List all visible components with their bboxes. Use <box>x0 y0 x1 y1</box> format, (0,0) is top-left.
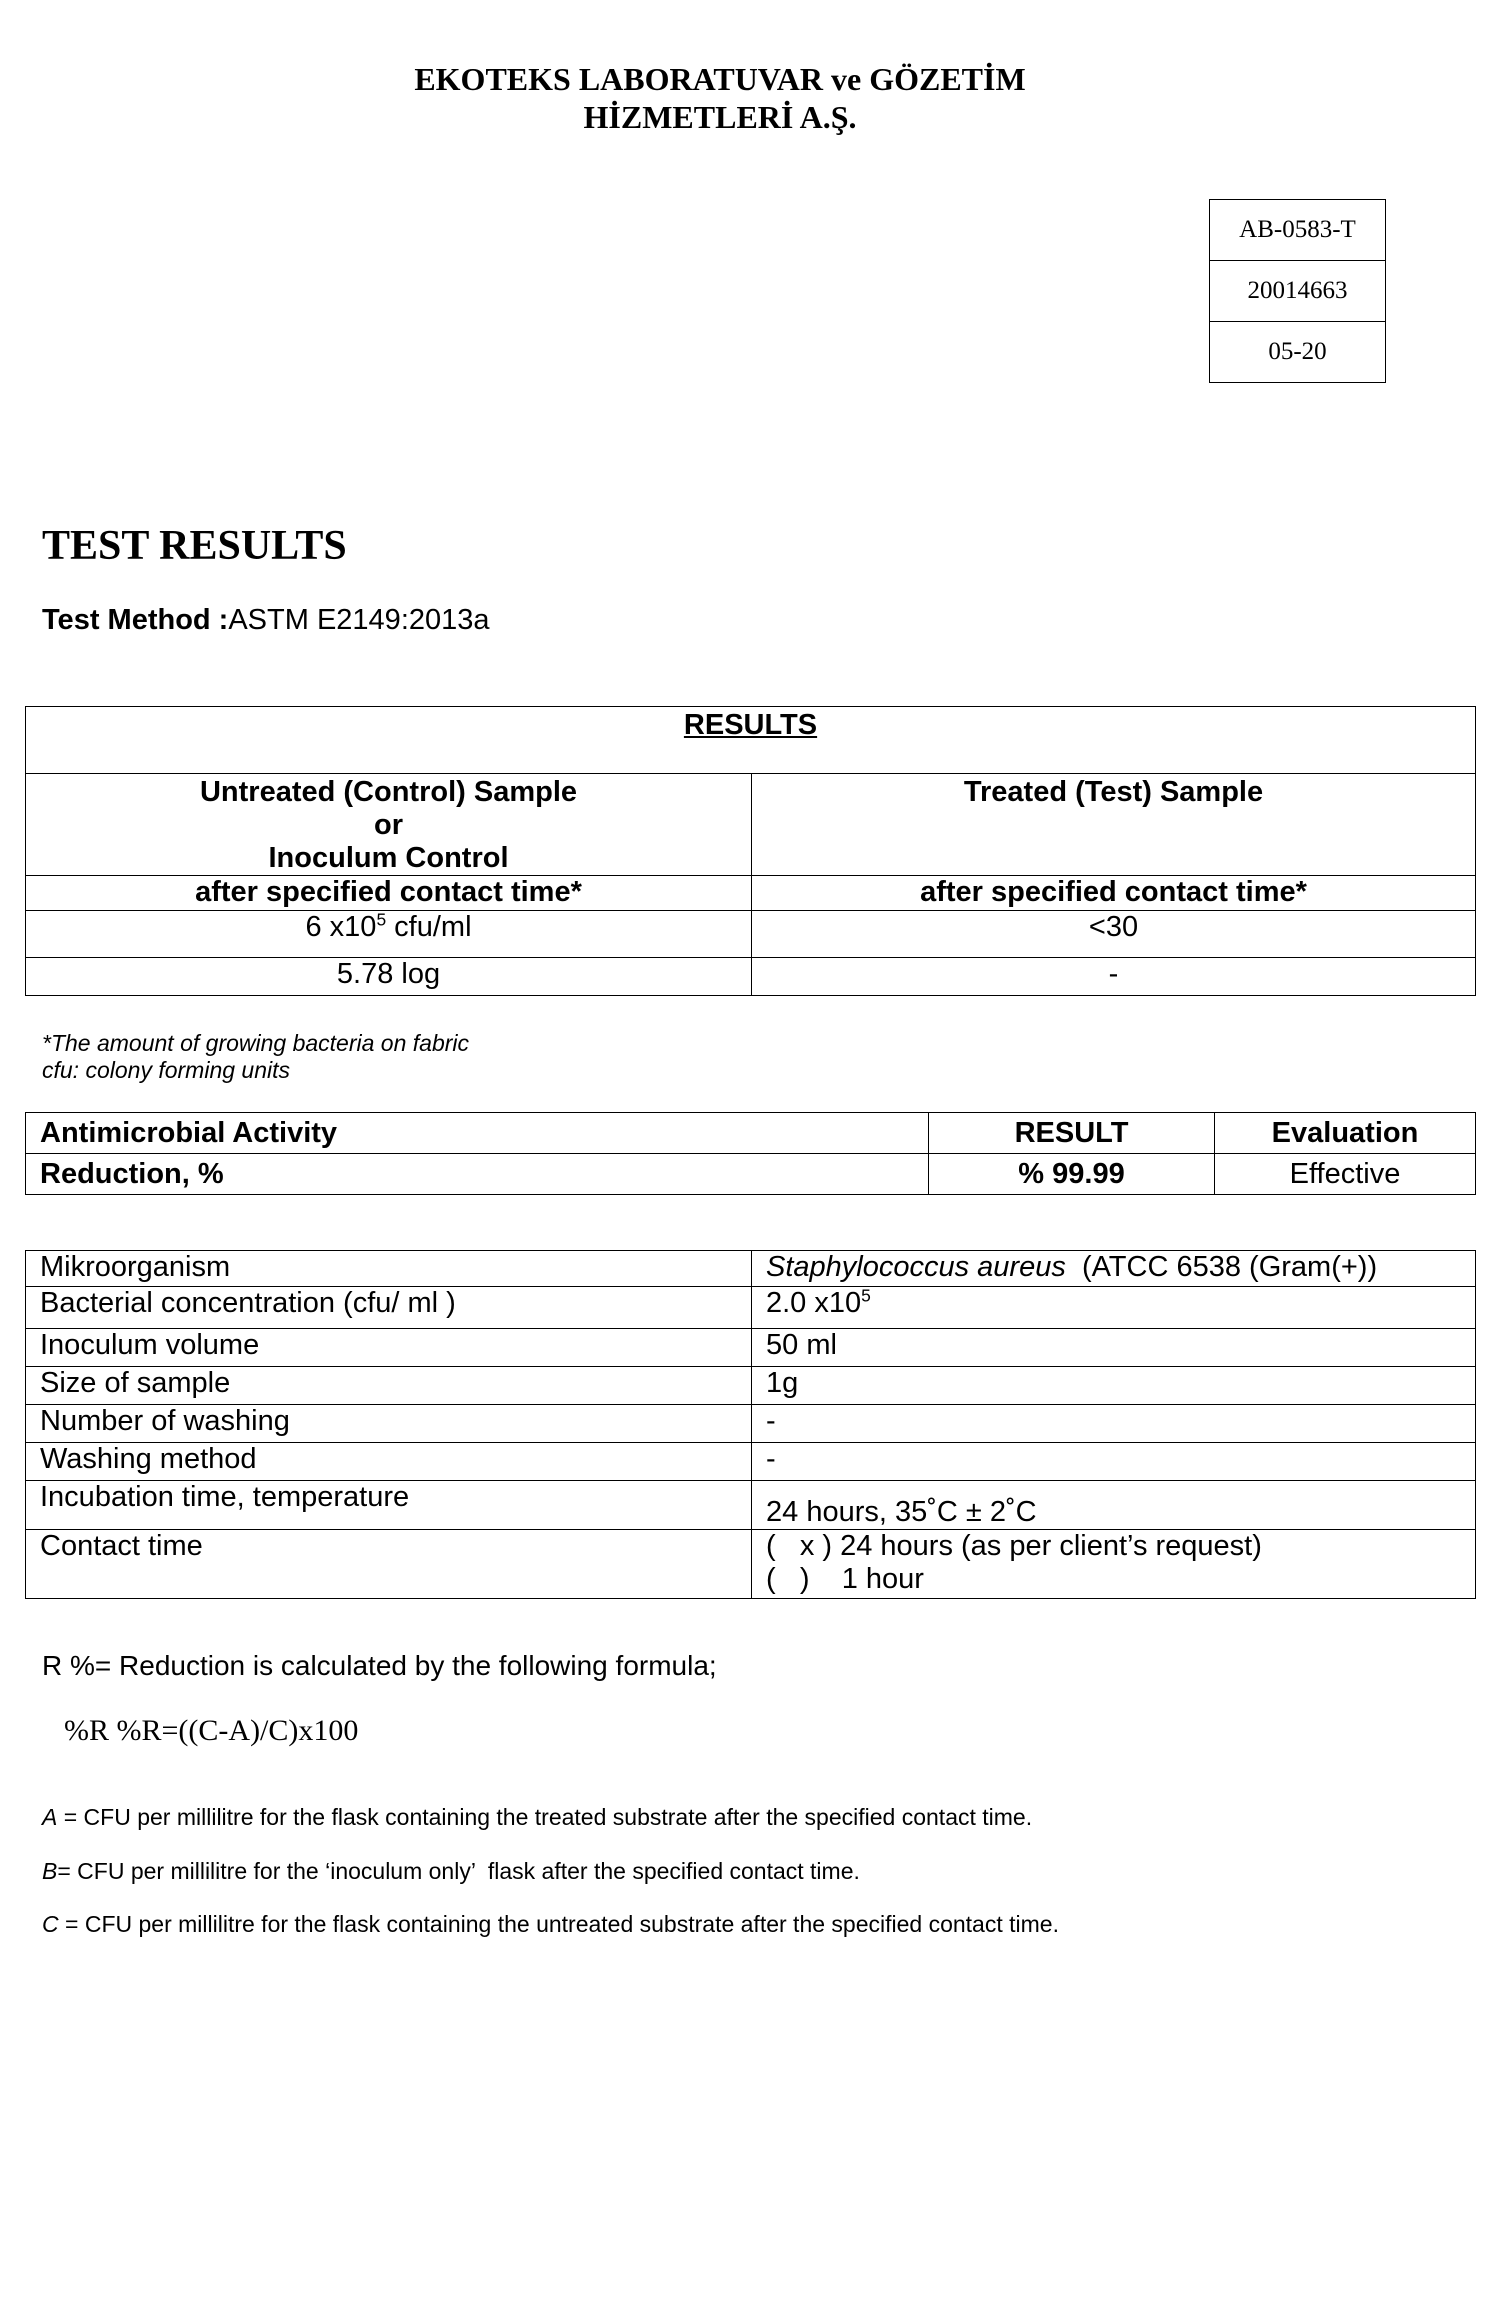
definition-b: B= CFU per millilitre for the ‘inoculum only’ flask after the specified contact time. <box>42 1858 860 1884</box>
test-method <box>42 604 490 637</box>
definition-a: A = CFU per millilitre for the flask containing the treated substrate after the specified contact time. <box>42 1804 1033 1830</box>
treated-contact-subheader: after specified contact time* <box>752 876 1476 911</box>
reduction-label: Reduction, % <box>26 1154 929 1195</box>
footnote-bacteria: *The amount of growing bacteria on fabric <box>42 1030 470 1056</box>
results-table <box>25 706 1476 996</box>
concentration-value: 2.0 $x10^5$ <box>752 1287 1476 1329</box>
revision-number: 05-20 <box>1210 322 1386 383</box>
microorganism-label: Mikroorganism <box>26 1251 752 1287</box>
washing-number-label: Number of washing <box>26 1405 752 1443</box>
company-header <box>0 60 1440 136</box>
test-method-value: ASTM E2149:2013a <box>228 604 490 636</box>
company-name-line-1: EKOTEKS LABORATUVAR ve GÖZETİM <box>414 61 1026 97</box>
test-method-label: Test Method : <box>42 604 229 636</box>
section-title: TEST RESULTS <box>42 523 347 569</box>
washing-method-value: - <box>752 1443 1476 1481</box>
results-title: RESULTS <box>26 707 1476 774</box>
incubation-value: 24 hours, 35˚C ± 2˚C <box>752 1481 1476 1530</box>
test-parameters-table <box>25 1250 1476 1599</box>
control-count: 6 $x10^5$ cfu/ml <box>26 911 752 958</box>
contact-time-label: Contact time <box>26 1530 752 1599</box>
treated-count: <30 <box>752 911 1476 958</box>
control-header-line-1: Untreated (Control) Sample <box>199 776 578 808</box>
inoculum-volume-label: Inoculum volume <box>26 1329 752 1367</box>
antimicrobial-activity-table <box>25 1112 1476 1195</box>
contact-option-1h: ( ) 1 hour <box>766 1563 924 1595</box>
concentration-label: Bacterial concentration (cfu/ ml ) <box>26 1287 752 1329</box>
sample-size-value: 1g <box>752 1367 1476 1405</box>
company-name-line-2: HİZMETLERİ A.Ş. <box>583 99 857 135</box>
treated-sample-header: Treated (Test) Sample <box>752 774 1476 876</box>
control-log: 5.78 log <box>26 958 752 996</box>
document-reference-box <box>1209 199 1386 383</box>
control-contact-subheader: after specified contact time* <box>26 876 752 911</box>
control-header-line-3: Inoculum Control <box>268 842 509 874</box>
formula-intro: R %= Reduction is calculated by the following formula; <box>42 1650 717 1681</box>
control-sample-header <box>26 774 752 876</box>
reduction-result: % 99.99 <box>929 1154 1215 1195</box>
footnote-cfu: cfu: colony forming units <box>42 1057 291 1083</box>
incubation-label: Incubation time, temperature <box>26 1481 752 1530</box>
report-number: 20014663 <box>1210 261 1386 322</box>
reduction-evaluation: Effective <box>1215 1154 1476 1195</box>
washing-method-label: Washing method <box>26 1443 752 1481</box>
results-footnotes <box>42 1030 469 1084</box>
result-header: RESULT <box>929 1113 1215 1154</box>
sample-size-label: Size of sample <box>26 1367 752 1405</box>
reduction-formula: %R %R=((C-A)/C)x100 <box>64 1714 359 1747</box>
control-header-line-2: or <box>374 809 403 841</box>
document-code: AB-0583-T <box>1210 200 1386 261</box>
activity-header: Antimicrobial Activity <box>26 1113 929 1154</box>
treated-log: - <box>752 958 1476 996</box>
inoculum-volume-value: 50 ml <box>752 1329 1476 1367</box>
evaluation-header: Evaluation <box>1215 1113 1476 1154</box>
contact-option-24h: ( x ) 24 hours (as per client’s request) <box>766 1530 1262 1562</box>
definition-c: C = CFU per millilitre for the flask containing the untreated substrate after the specified contact time. <box>42 1911 1059 1937</box>
contact-time-options <box>752 1530 1476 1599</box>
microorganism-value: Staphylococcus aureus (ATCC 6538 (Gram(+)) <box>752 1251 1476 1287</box>
washing-number-value: - <box>752 1405 1476 1443</box>
